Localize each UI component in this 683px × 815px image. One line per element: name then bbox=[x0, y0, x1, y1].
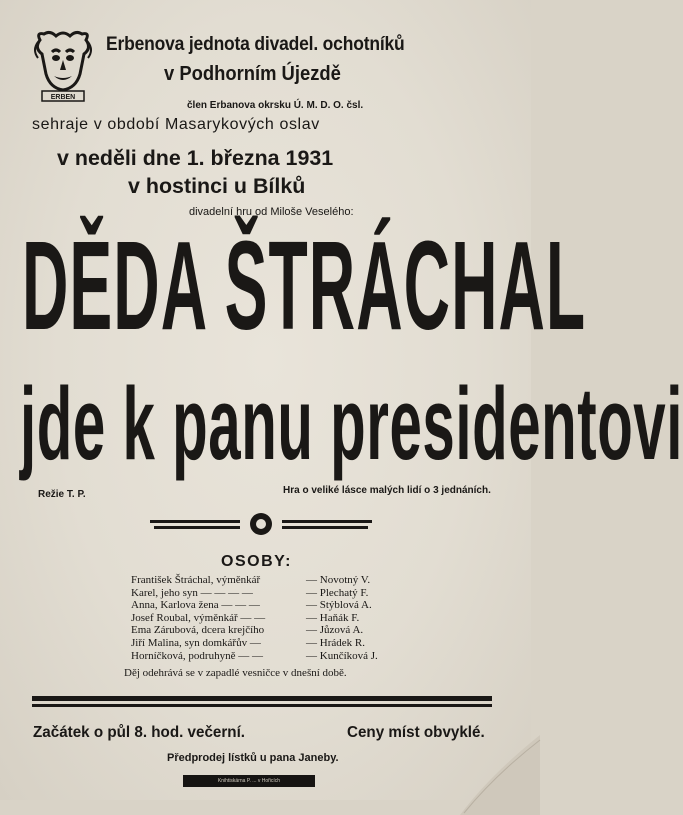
cast-row bbox=[131, 612, 426, 625]
occasion-line: sehraje v období Masarykových oslav bbox=[32, 116, 320, 133]
organization-name: Erbenova jednota divadel. ochotníků bbox=[106, 34, 405, 55]
theatre-mask-icon bbox=[32, 30, 94, 102]
cast-row bbox=[131, 637, 426, 650]
cast-role: Anna, Karlova žena — — — bbox=[131, 599, 260, 612]
double-rule-divider bbox=[32, 694, 492, 710]
cast-actor: — Kunčíková J. bbox=[306, 649, 378, 662]
director-credit: Režie T. P. bbox=[38, 489, 86, 500]
cast-list bbox=[131, 574, 426, 662]
cast-heading: OSOBY: bbox=[221, 553, 292, 570]
play-subtitle-title: jde k panu presidentovi bbox=[20, 366, 683, 481]
cast-actor: — Stýblová A. bbox=[306, 599, 372, 612]
cast-role: Horníčková, podruhyně — — bbox=[131, 649, 263, 662]
cast-row bbox=[131, 599, 426, 612]
cast-row bbox=[131, 574, 426, 587]
start-time: Začátek o půl 8. hod. večerní. bbox=[33, 724, 246, 741]
logo-text: ERBEN bbox=[50, 94, 76, 101]
cast-role: Josef Roubal, výměnkář — — bbox=[131, 611, 266, 624]
cast-actor: — Novotný V. bbox=[306, 574, 371, 586]
organization-location: v Podhorním Újezdě bbox=[164, 63, 341, 85]
cast-actor: — Haňák F. bbox=[306, 611, 360, 624]
author-line: divadelní hru od Miloše Veselého: bbox=[189, 206, 354, 218]
play-description: Hra o veliké lásce malých lidí o 3 jednáních. bbox=[283, 485, 491, 496]
cast-row bbox=[131, 624, 426, 637]
play-title: DĚDA ŠTRÁCHAL bbox=[22, 215, 587, 356]
setting-note: Děj odehrává se v zapadlé vesničce v dnešní době. bbox=[124, 667, 347, 679]
event-date: v neděli dne 1. března 1931 bbox=[57, 147, 334, 170]
cast-role: Jiří Malina, syn domkářův — bbox=[131, 636, 261, 649]
printer-imprint: Knihtiskárna P. ... v Hořicích bbox=[183, 775, 315, 787]
cast-row bbox=[131, 587, 426, 600]
cast-actor: — Hrádek R. bbox=[306, 636, 365, 649]
ticket-prices: Ceny míst obvyklé. bbox=[347, 724, 485, 741]
cast-actor: — Jůzová A. bbox=[306, 624, 364, 637]
cast-role: Ema Zárubová, dcera krejčího bbox=[131, 624, 265, 637]
membership-line: člen Erbanova okrsku Ú. M. D. O. čsl. bbox=[187, 100, 364, 111]
presale-info: Předprodej lístků u pana Janeby. bbox=[167, 752, 339, 764]
event-venue: v hostinci u Bílků bbox=[128, 175, 306, 198]
cast-role: Karel, jeho syn — — — — bbox=[131, 586, 253, 599]
cast-row bbox=[131, 650, 426, 663]
ornamental-divider bbox=[150, 510, 372, 538]
cast-role: František Štráchal, výměnkář bbox=[131, 574, 261, 586]
cast-actor: — Plechatý F. bbox=[306, 586, 369, 599]
folded-corner bbox=[450, 735, 540, 815]
